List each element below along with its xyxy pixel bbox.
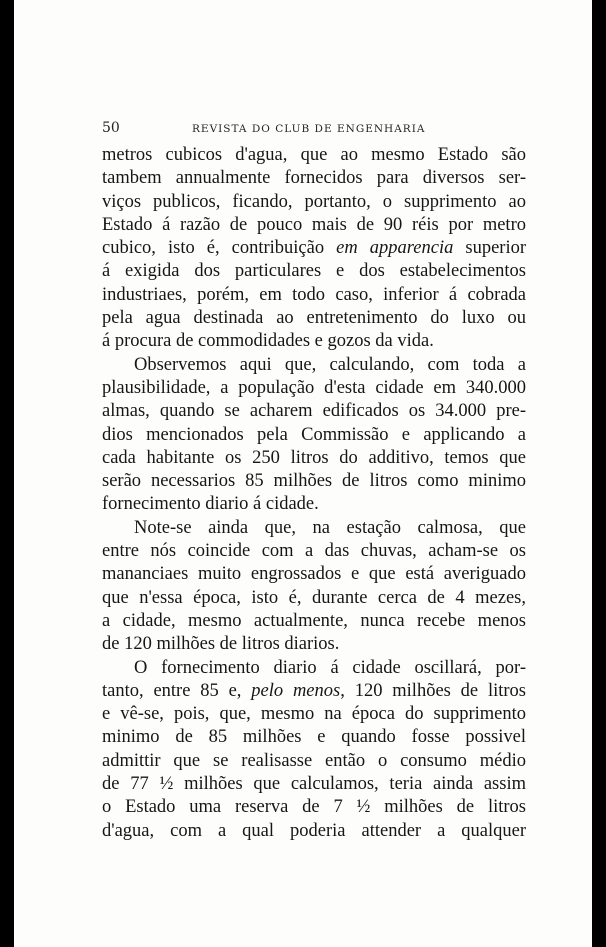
page-number: 50 — [102, 120, 120, 136]
text-line: dios mencionados pela Commissão e applicando a — [102, 424, 526, 445]
text-line: almas, quando se acharem edificados os 34.000 pre- — [102, 401, 526, 422]
text-line: á procura de commodidades e gozos da vida. — [102, 331, 434, 352]
text-line: fornecimento diario á cidade. — [102, 494, 319, 515]
text-line: pela agua destinada ao entretenimento do luxo ou — [102, 308, 526, 329]
paragraph-first-line: Note-se ainda que, na estação calmosa, que — [134, 517, 526, 538]
text-line: cubico, isto é, contribuição em apparencia superior — [102, 238, 526, 259]
text-line: admittir que se realisasse então o consumo médio — [102, 750, 526, 771]
italic-phrase: em apparencia — [336, 238, 454, 259]
text-line: mananciaes muito engrossados e que está averiguado — [102, 564, 526, 585]
text-line: viços publicos, ficando, portanto, o supprimento ao — [102, 191, 526, 212]
text-line: d'agua, com a qual poderia attender a qualquer — [102, 820, 526, 841]
paragraph-first-line: O fornecimento diario á cidade oscillará, por- — [134, 657, 526, 678]
text-line: tanto, entre 85 e, pelo menos, 120 milhões de litros — [102, 680, 526, 701]
text-line: que n'essa época, isto é, durante cerca de 4 mezes, — [102, 587, 526, 608]
text-line: o Estado uma reserva de 7 ½ milhões de litros — [102, 797, 526, 818]
paragraph-first-line: Observemos aqui que, calculando, com toda a — [134, 354, 526, 375]
text-line: Estado á razão de pouco mais de 90 réis por metro — [102, 214, 526, 235]
text-line: minimo de 85 milhões e quando fosse possivel — [102, 727, 526, 748]
text-line: plausibilidade, a população d'esta cidade em 340.000 — [102, 377, 526, 398]
book-page — [14, 0, 592, 947]
text-line: a cidade, mesmo actualmente, nunca recebe menos — [102, 610, 526, 631]
text-line: e vê-se, pois, que, mesmo na época do supprimento — [102, 704, 526, 725]
text-line: cada habitante os 250 litros do additivo, temos que — [102, 447, 526, 468]
running-title: REVISTA DO CLUB DE ENGENHARIA — [192, 123, 426, 135]
text-line: serão necessarios 85 milhões de litros como minimo — [102, 471, 526, 492]
italic-phrase: pelo menos — [251, 680, 341, 701]
text-line: entre nós coincide com a das chuvas, acham-se os — [102, 541, 526, 562]
text-line: tambem annualmente fornecidos para diversos ser- — [102, 168, 526, 189]
text-line: de 77 ½ milhões que calculamos, teria ainda assim — [102, 774, 526, 795]
text-line: á exigida dos particulares e dos estabelecimentos — [102, 261, 526, 282]
text-line: industriaes, porém, em todo caso, inferior á cobrada — [102, 284, 526, 305]
text-line: metros cubicos d'agua, que ao mesmo Estado são — [102, 145, 526, 165]
page-body-text — [102, 144, 526, 843]
page-header — [102, 120, 502, 136]
text-line: de 120 milhões de litros diarios. — [102, 634, 340, 655]
